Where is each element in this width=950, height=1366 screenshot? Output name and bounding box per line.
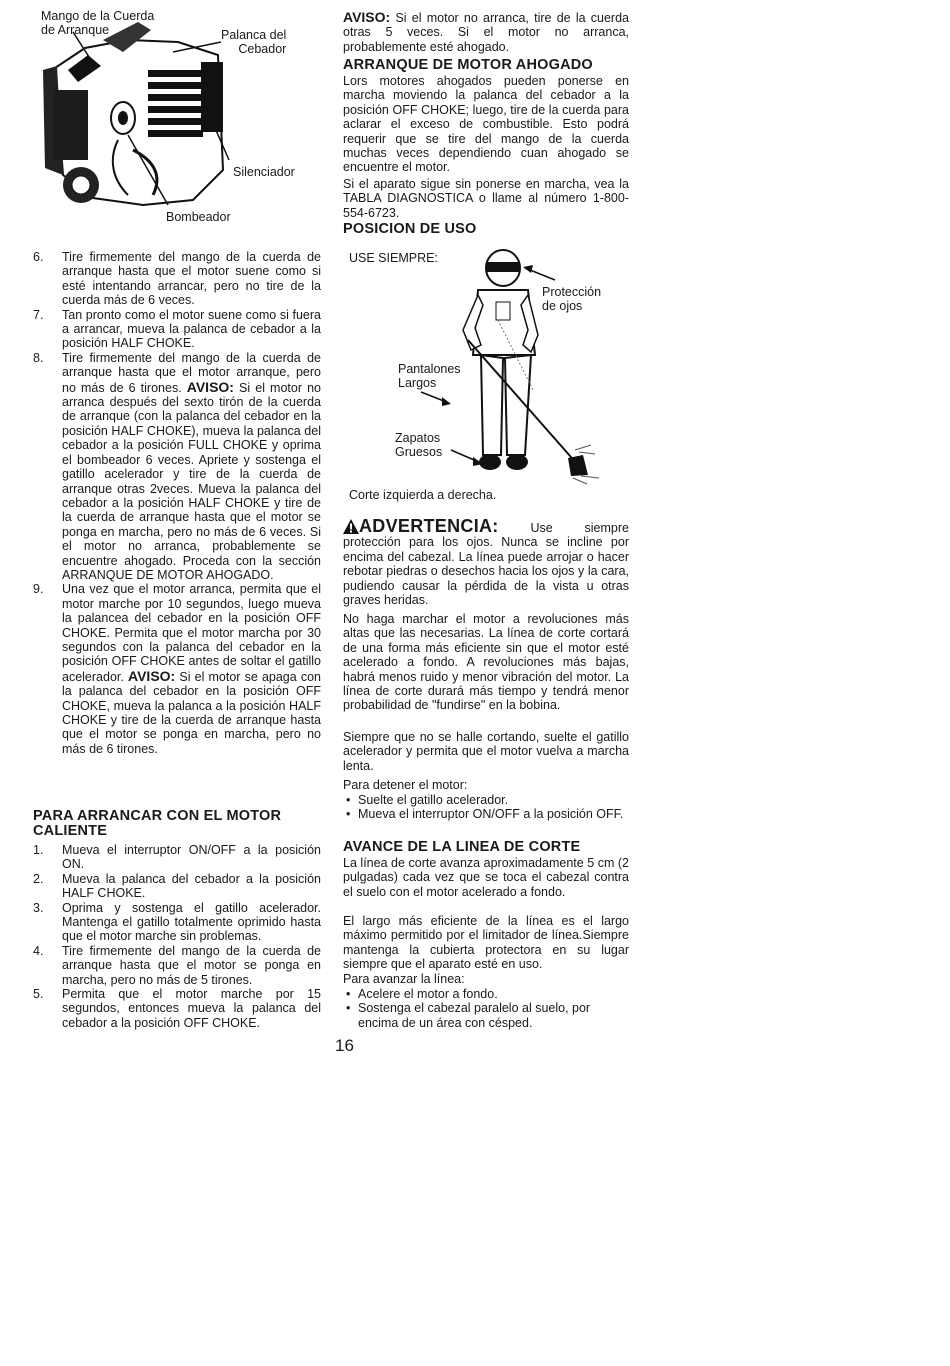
list-item: 4. Tire firmemente del mango de la cuerda de arranque hasta que el motor se ponga en marcha, pero no más de 5 tirones. <box>33 943 321 987</box>
label-muffler: Silenciador <box>233 165 295 179</box>
label-eye-protection: Protección de ojos <box>542 285 602 313</box>
label-choke-lever: Palanca del Cebador <box>221 28 287 56</box>
list-item: 9. Una vez que el motor arranca, permita que el motor marche por 10 segundos, luego mueva la palancea del cebador en la posición OFF CHOKE. Permita que el motor marcha por 30 segundos con la palanca del cebador en la posición OFF CHOKE antes de soltar el gatillo acelerador. AVISO: Si el motor se apaga con la palanca del cebador en la posición OFF CHOKE, mueva la palanca a la posición HALF CHOKE y tire de la cuerda de arranque hasta que el motor se ponga en marcha, pero no más de 6 tirones. <box>33 582 321 756</box>
list-item: 5. Permita que el motor marche por 15 segundos, entonces mueva la palanca del cebador a la posición OFF CHOKE. <box>33 987 321 1030</box>
aviso-label: AVISO: <box>128 667 176 684</box>
aviso-paragraph: AVISO: Si el motor no arranca, tire de la cuerda otras 5 veces. Si el motor no arranca, probablemente esté ahogado. <box>343 9 629 54</box>
advance-paragraph-2: El largo más eficiente de la línea es el largo máximo permitido por el limitador de línea.Siempre mantenga la cubierta protectora en su lugar siempre que el aparato esté en uso. <box>343 914 629 972</box>
warning-icon <box>343 519 359 534</box>
label-heavy-shoes: Zapatos Gruesos <box>395 431 443 459</box>
start-steps-list <box>33 250 321 756</box>
label-long-pants: Pantalones Largos <box>398 362 461 390</box>
operator-figure <box>343 240 629 490</box>
operator-illustration <box>343 240 629 490</box>
page-number: 16 <box>335 1036 354 1055</box>
list-item: • Acelere el motor a fondo. <box>343 987 629 1001</box>
engine-figure <box>33 0 321 235</box>
advance-list <box>343 987 629 1030</box>
heading-flooded-start: ARRANQUE DE MOTOR AHOGADO <box>343 57 593 73</box>
hot-start-steps-list <box>33 843 321 1030</box>
flooded-paragraph-2: Si el aparato sigue sin ponerse en marcha, vea la TABLA DIAGNOSTICA o llame al número 1-800-554-6723. <box>343 177 629 220</box>
heading-hot-start: PARA ARRANCAR CON EL MOTOR CALIENTE <box>33 808 282 839</box>
list-item: • Sostenga el cabezal paralelo al suelo, por encima de un área con césped. <box>343 1001 629 1030</box>
warning-paragraph: ADVERTENCIA: Use siempre protección para los ojos. Nunca se incline por encima del cabezal. La línea puede arrojar o hacer rebotar piedras o desechos hacia los ojos y la cara, pudiendo causar la pérdida de la vista u otras graves heridas. <box>343 516 629 608</box>
list-item: 6. Tire firmemente del mango de la cuerda de arranque hasta que el motor suene como si esté intentando arrancar, pero no tire de la cuerda más de 6 veces. <box>33 250 321 308</box>
advance-intro: Para avanzar la línea: <box>343 972 465 986</box>
list-item: 8. Tire firmemente del mango de la cuerda de arranque hasta que el motor arranque, pero no más de 6 tirones. AVISO: Si el motor no arranca después del sexto tirón de la cuerda de arranque (con la palanca del cebador en la posición HALF CHOKE), mueva la palanca del cebador a la posición FULL CHOKE y oprima el bombeador 6 veces. Apriete y sostenga el gatillo acelerador y tire de la cuerda de arranque otras 2veces. Mueva la palanca del cebador a la posición HALF CHOKE y tire de la cuerda de arranque hasta que el motor se ponga en marcha, pero no más de 6 veces. Si el motor no arranca, probablemente se encuentre ahogado. Proceda con la sección ARRANQUE DE MOTOR AHOGADO. <box>33 350 321 582</box>
heading-operating-position: POSICION DE USO <box>343 221 477 237</box>
list-item: • Suelte el gatillo acelerador. <box>343 793 629 807</box>
aviso-label: AVISO: <box>186 378 234 395</box>
list-item: 1. Mueva el interruptor ON/OFF a la posición ON. <box>33 843 321 872</box>
operator-caption: Corte izquierda a derecha. <box>349 488 497 502</box>
stop-engine-list <box>343 793 629 822</box>
list-item: • Mueva el interruptor ON/OFF a la posición OFF. <box>343 807 629 821</box>
stop-engine-intro: Para detener el motor: <box>343 778 468 792</box>
heading-line-advance: AVANCE DE LA LINEA DE CORTE <box>343 839 581 855</box>
list-item: 2. Mueva la palanca del cebador a la posición HALF CHOKE. <box>33 871 321 901</box>
warning-paragraph-2: No haga marchar el motor a revoluciones más altas que las necesarias. La línea de corte cortará de una forma más eficiente sin que el motor esté acelerado a fondo. A revoluciones más bajas, habrá menos ruido y menor vibración del motor. La línea de corte durará más tiempo y tendrá menor probabilidad de "fundirse" en la bobina. <box>343 612 629 713</box>
warning-paragraph-3: Siempre que no se halle cortando, suelte el gatillo acelerador y permita que el motor vuelva a marcha lenta. <box>343 730 629 773</box>
label-primer: Bombeador <box>166 210 231 224</box>
warning-title: ADVERTENCIA: <box>359 516 499 536</box>
label-starter-handle: Mango de la Cuerda de Arranque <box>41 9 155 37</box>
flooded-paragraph: Lors motores ahogados pueden ponerse en marcha moviendo la palanca del cebador a la posición OFF CHOKE; luego, tire de la cuerda para aclarar el exceso de combustible. Esto podrá requerir que se tire del mango de la cuerda muchas veces dependiendo cuan ahogado se encuentre el motor. <box>343 74 629 175</box>
advance-paragraph: La línea de corte avanza aproximadamente 5 cm (2 pulgadas) cada vez que se toca el cabezal contra el suelo con el motor acelerado a fondo. <box>343 856 629 899</box>
list-item: 7. Tan pronto como el motor suene como si fuera a arrancar, mueva la palanca de cebador a la posición HALF CHOKE. <box>33 307 321 351</box>
aviso-label: AVISO: <box>343 9 391 25</box>
label-use-always: USE SIEMPRE: <box>349 251 438 265</box>
list-item: 3. Oprima y sostenga el gatillo acelerador. Mantenga el gatillo totalmente oprimido hasta que el motor marche sin problemas. <box>33 900 321 944</box>
